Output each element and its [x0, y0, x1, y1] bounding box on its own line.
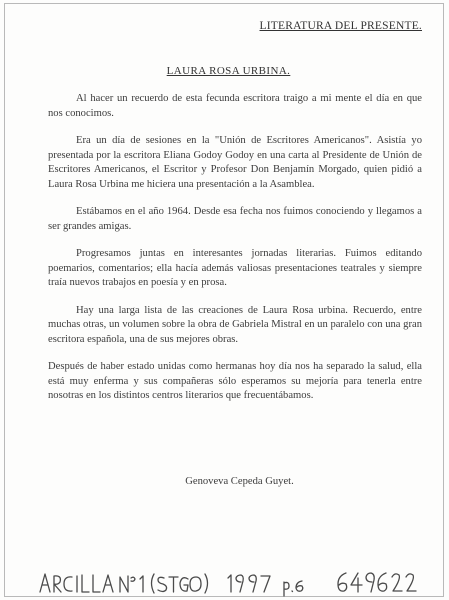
paragraph-6: Después de haber estado unidas como hermanas hoy día nos ha separado la salud, ella está muy enferma y sus compañeras sólo esperamos su mejoría para tenerla entre nosotras en los distintos centros literarios que frecuentábamos. — [48, 361, 422, 401]
article-body — [48, 92, 422, 417]
handwritten-archive-annotation — [0, 568, 449, 598]
handwritten-annotation-drawing — [0, 568, 449, 598]
section-header: LITERATURA DEL PRESENTE. — [259, 20, 422, 32]
paragraph-2: Era un día de sesiones en la "Unión de Escritores Americanos". Asistía yo presentada por la escritora Eliana Godoy Godoy en una carta al Presidente de Unión de Escritores Americanos, el Escritor y Profesor Don Benjamín Morgado, quien pidió a Laura Rosa Urbina me hiciera una presentación a la Asamblea. — [48, 135, 422, 190]
paragraph-5: Hay una larga lista de las creaciones de Laura Rosa urbina. Recuerdo, entre muchas otras, un volumen sobre la obra de Gabriela Mistral en un paralelo con una gran escritora española, una de sus mejores obras. — [48, 304, 422, 345]
paragraph-3: Estábamos en el año 1964. Desde esa fecha nos fuimos conociendo y llegamos a ser grandes amigas. — [48, 206, 422, 232]
paragraph-1: Al hacer un recuerdo de esta fecunda escritora traigo a mi mente el día en que nos conocimos. — [48, 93, 422, 119]
author-signature: Genoveva Cepeda Guyet. — [185, 476, 294, 487]
paragraph-4: Progresamos juntas en interesantes jornadas literarias. Fuimos editando poemarios, comentarios; ella hacía además valiosas presentaciones teatrales y siempre traía nuevos trabajos en poesía y en prosa. — [48, 248, 422, 288]
article-title: LAURA ROSA URBINA. — [166, 65, 291, 77]
